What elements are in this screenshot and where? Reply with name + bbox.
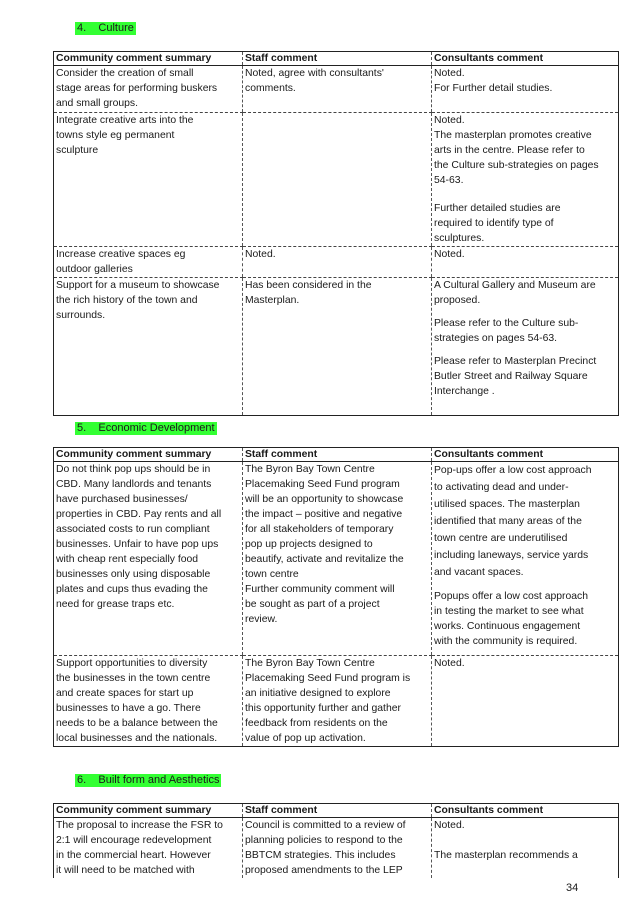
column-header-staff: Staff comment [243, 448, 432, 462]
column-header-staff: Staff comment [243, 52, 432, 66]
section-heading-built-form: 6. Built form and Aesthetics [77, 774, 220, 786]
culture-table [53, 51, 619, 416]
community-comment: Increase creative spaces eg outdoor galleries [56, 249, 186, 275]
economic-development-table [53, 447, 619, 747]
consultants-comment: Noted. [434, 658, 465, 669]
column-header-consultants: Consultants comment [432, 804, 619, 818]
column-header-community: Community comment summary [54, 52, 243, 66]
column-header-community: Community comment summary [54, 804, 243, 818]
community-comment: Support for a museum to showcase the rich history of the town and surrounds. [56, 280, 220, 321]
table-row [54, 278, 619, 416]
column-header-consultants: Consultants comment [432, 52, 619, 66]
staff-comment: Noted. [245, 249, 276, 260]
consultants-comment: Noted. The masterplan promotes creative arts in the centre. Please refer to the Culture sub-strategies on pages 54-63. [434, 115, 599, 186]
section-heading-culture: 4. Culture [77, 22, 134, 34]
consultants-comment: A Cultural Gallery and Museum are proposed. [434, 280, 596, 306]
consultants-comment: Further detailed studies are required to identify type of sculptures. [434, 203, 561, 244]
staff-comment: Noted, agree with consultants' comments. [245, 68, 384, 94]
consultants-comment: Noted. For Further detail studies. [434, 68, 553, 94]
table-row [54, 113, 619, 247]
consultants-comment: Pop-ups offer a low cost approach to activating dead and under- utilised spaces. The masterplan identified that many areas of the town centre are underutilised including laneways, service yards and vacant spaces. [434, 465, 592, 578]
page-number: 34 [566, 882, 579, 894]
consultants-comment: Please refer to the Culture sub- strategies on pages 54-63. [434, 318, 579, 344]
community-comment: Do not think pop ups should be in CBD. Many landlords and tenants have purchased businesses/ properties in CBD. Pay rents and all associated costs to run compliant businesses. Unfair to have pop ups with cheap rent especially food businesses only using disposable plates and cups thus evading the need for grease traps etc. [56, 464, 222, 610]
community-comment: Consider the creation of small stage areas for performing buskers and small groups. [56, 68, 218, 109]
community-comment: Integrate creative arts into the towns style eg permanent sculpture [56, 115, 194, 156]
consultants-comment: Popups offer a low cost approach in testing the market to see what works. Continuous engagement with the community is required. [434, 591, 589, 647]
table-row [54, 656, 619, 747]
table-row [54, 462, 619, 656]
staff-comment: Has been considered in the Masterplan. [245, 280, 372, 306]
section-heading-economic-development: 5. Economic Development [77, 422, 215, 434]
consultants-comment: The masterplan recommends a [434, 850, 578, 861]
consultants-comment: Please refer to Masterplan Precinct Butler Street and Railway Square Interchange . [434, 356, 597, 397]
table-row [54, 66, 619, 113]
column-header-consultants: Consultants comment [432, 448, 619, 462]
consultants-comment: Noted. [434, 820, 465, 831]
staff-comment: The Byron Bay Town Centre Placemaking Seed Fund program will be an opportunity to showcase the impact – positive and negative for all stakeholders of temporary pop up projects designed to beautify, activate and revitalize the town centre Further community comment will be sought as part of a project review. [245, 464, 404, 625]
table-row [54, 818, 619, 879]
community-comment: Support opportunities to diversity the businesses in the town centre and create spaces for start up businesses to have a go. There needs to be a balance between the local businesses and the nationals. [56, 658, 218, 744]
community-comment: The proposal to increase the FSR to 2:1 will encourage redevelopment in the commercial heart. However it will need to be matched with [56, 820, 223, 876]
column-header-staff: Staff comment [243, 804, 432, 818]
consultants-comment: Noted. [434, 249, 465, 260]
built-form-table [53, 803, 619, 878]
table-row [54, 247, 619, 278]
staff-comment: The Byron Bay Town Centre Placemaking Seed Fund program is an initiative designed to explore this opportunity further and gather feedback from residents on the value of pop up activation. [245, 658, 411, 744]
staff-comment: Council is committed to a review of planning policies to respond to the BBTCM strategies. This includes proposed amendments to the LEP [245, 820, 406, 876]
column-header-community: Community comment summary [54, 448, 243, 462]
